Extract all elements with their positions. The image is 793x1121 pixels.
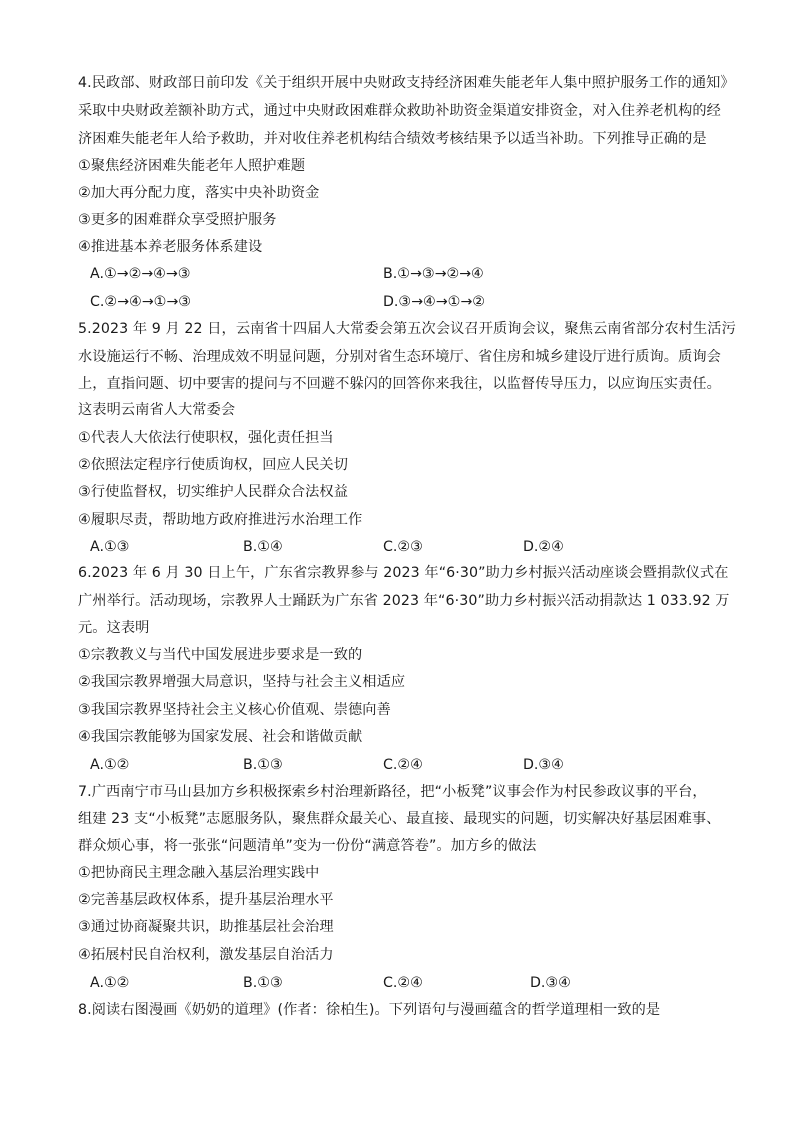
q6-item-4: ④我国宗教能够为国家发展、社会和谐做贡献 xyxy=(78,729,363,745)
q7-stem-line-1: 7.广西南宁市马山县加方乡积极探索乡村治理新路径，把“小板凳”议事会作为村民参政议事的平台， xyxy=(78,784,707,800)
q5-option-d: D.②④ xyxy=(523,539,564,555)
q5-stem-line-4: 这表明云南省人大常委会 xyxy=(78,402,236,418)
q7-item-2: ②完善基层政权体系，提升基层治理水平 xyxy=(78,892,334,908)
q6-option-a: A.①② xyxy=(90,757,130,773)
q6-item-1: ①宗教教义与当代中国发展进步要求是一致的 xyxy=(78,647,363,663)
q5-stem-line-2: 水设施运行不畅、治理成效不明显问题，分别对省生态环境厅、省住房和城乡建设厅进行质询。质询会 xyxy=(78,349,721,365)
q5-option-b: B.①④ xyxy=(243,539,283,555)
q4-option-d: D.③→④→①→② xyxy=(383,294,485,310)
q4-stem-line-2: 采取中央财政差额补助方式，通过中央财政困难群众救助补助资金渠道安排资金，对入住养老机构的经 xyxy=(78,103,721,119)
q4-stem-line-1: 4.民政部、财政部日前印发《关于组织开展中央财政支持经济困难失能老年人集中照护服务工作的通知》 xyxy=(78,75,735,91)
q6-stem-line-3: 元。这表明 xyxy=(78,620,150,636)
q6-option-b: B.①③ xyxy=(243,757,283,773)
q7-option-c: C.②④ xyxy=(383,975,423,991)
q7-option-d: D.③④ xyxy=(530,975,571,991)
q6-stem-line-2: 广州举行。活动现场，宗教界人士踊跃为广东省 2023 年“6·30”助力乡村振兴活动捐款达 1 033.92 万 xyxy=(78,593,730,609)
q7-stem-line-2: 组建 23 支“小板凳”志愿服务队，聚焦群众最关心、最直接、最现实的问题，切实解决好基层困难事、 xyxy=(78,811,721,827)
q6-option-d: D.③④ xyxy=(523,757,564,773)
q6-option-c: C.②④ xyxy=(383,757,423,773)
q4-option-a: A.①→②→④→③ xyxy=(90,266,191,282)
q5-option-a: A.①③ xyxy=(90,539,130,555)
q7-item-1: ①把协商民主理念融入基层治理实践中 xyxy=(78,865,320,881)
q4-option-c: C.②→④→①→③ xyxy=(90,294,191,310)
q7-item-4: ④拓展村民自治权利，激发基层自治活力 xyxy=(78,947,334,963)
q4-option-b: B.①→③→②→④ xyxy=(383,266,484,282)
q7-stem-line-3: 群众烦心事，将一张张“问题清单”变为一份份“满意答卷”。加方乡的做法 xyxy=(78,838,537,854)
q6-stem-line-1: 6.2023 年 6 月 30 日上午，广东省宗教界参与 2023 年“6·30”助力乡村振兴活动座谈会暨捐款仪式在 xyxy=(78,565,729,581)
q6-item-2: ②我国宗教界增强大局意识，坚持与社会主义相适应 xyxy=(78,674,406,690)
q4-item-4: ④推进基本养老服务体系建设 xyxy=(78,239,263,255)
q7-option-b: B.①③ xyxy=(243,975,283,991)
q4-stem-line-3: 济困难失能老年人给予救助，并对收住养老机构结合绩效考核结果予以适当补助。下列推导正确的是 xyxy=(78,131,707,147)
q8-stem-line-1: 8.阅读右图漫画《奶奶的道理》(作者：徐柏生)。下列语句与漫画蕴含的哲学道理相一致的是 xyxy=(78,1002,661,1018)
q5-stem-line-3: 上，直指问题、切中要害的提问与不回避不躲闪的回答你来我往，以监督传导压力，以应询压实责任。 xyxy=(78,376,721,392)
q5-item-2: ②依照法定程序行使质询权，回应人民关切 xyxy=(78,457,348,473)
q5-item-3: ③行使监督权，切实维护人民群众合法权益 xyxy=(78,484,348,500)
q4-item-3: ③更多的困难群众享受照护服务 xyxy=(78,212,277,228)
q4-item-2: ②加大再分配力度，落实中央补助资金 xyxy=(78,185,320,201)
q5-item-1: ①代表人大依法行使职权，强化责任担当 xyxy=(78,430,334,446)
q7-item-3: ③通过协商凝聚共识，助推基层社会治理 xyxy=(78,919,334,935)
q6-item-3: ③我国宗教界坚持社会主义核心价值观、崇德向善 xyxy=(78,702,391,718)
q7-option-a: A.①② xyxy=(90,975,130,991)
q4-item-1: ①聚焦经济困难失能老年人照护难题 xyxy=(78,158,306,174)
q5-stem-line-1: 5.2023 年 9 月 22 日，云南省十四届人大常委会第五次会议召开质询会议，聚焦云南省部分农村生活污 xyxy=(78,321,736,337)
q5-option-c: C.②③ xyxy=(383,539,423,555)
q5-item-4: ④履职尽责，帮助地方政府推进污水治理工作 xyxy=(78,512,363,528)
